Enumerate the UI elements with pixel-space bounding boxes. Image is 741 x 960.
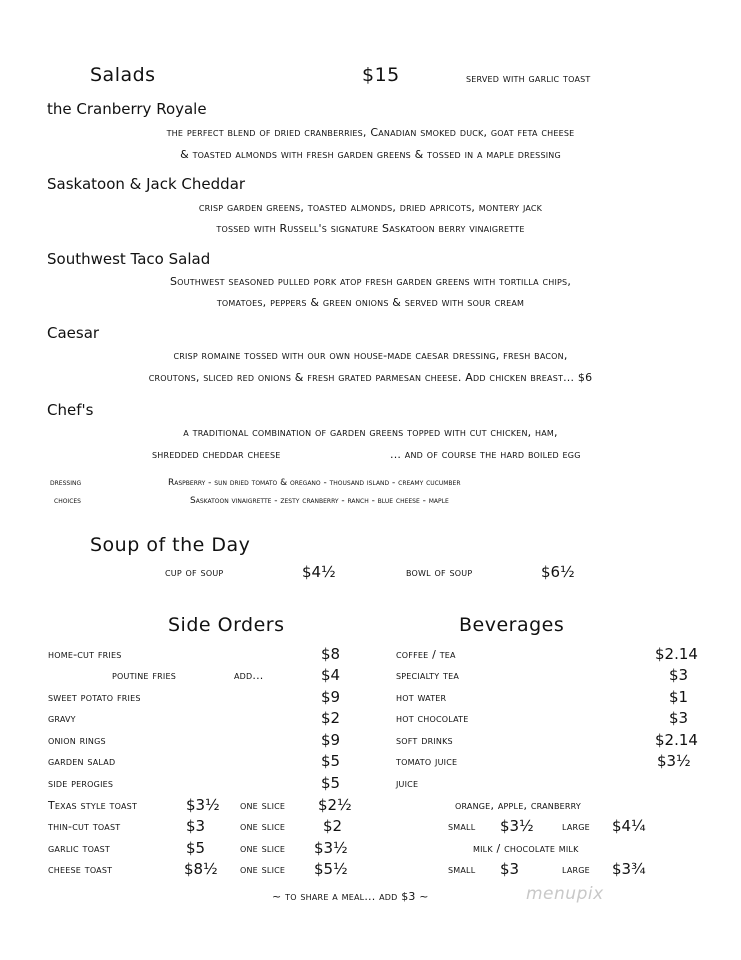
milk-label: milk / chocolate milk [473,842,579,855]
share-note: ~ to share a meal... add $3 ~ [272,890,429,903]
salad-description: a traditional combination of garden greens topped with cut chicken, ham, [183,426,558,439]
side-price: $8 [321,645,341,663]
salad-name: Southwest Taco Salad [47,250,211,268]
beverage-name: hot chocolate [396,712,469,725]
side-slice-label: one slice [240,842,286,855]
cup-price: $4½ [302,563,336,581]
milk-small-label: small [448,863,476,876]
juice-flavors: orange, apple, cranberry [455,799,581,812]
side-slice-price: $2½ [318,796,352,814]
side-extra: add... [234,669,264,682]
beverage-name: juice [396,777,419,790]
side-name: poutine fries [112,669,177,682]
beverage-name: specialty tea [396,669,460,682]
side-name: cheese toast [48,863,113,876]
side-slice-label: one slice [240,799,286,812]
side-slice-price: $3½ [314,839,348,857]
side-slice-price: $5½ [314,860,348,878]
salads-heading: Salads [90,64,156,86]
bowl-price: $6½ [541,563,575,581]
beverages-heading: Beverages [459,614,565,636]
bowl-label: bowl of soup [406,566,473,579]
side-price: $2 [321,709,341,727]
milk-small-price: $3 [500,860,520,878]
salads-note: served with garlic toast [466,72,591,85]
salad-name: Caesar [47,324,100,342]
juice-large-price: $4¼ [612,817,646,835]
beverage-name: hot water [396,691,447,704]
salad-description: Southwest seasoned pulled pork atop fresh garden greens with tortilla chips, [169,275,572,288]
milk-large-label: large [562,863,590,876]
beverage-name: tomato juice [396,755,458,768]
beverage-name: coffee / tea [396,648,456,661]
beverage-price: $2.14 [655,645,698,663]
side-name: home-cut fries [48,648,122,661]
side-price: $9 [321,688,341,706]
soup-heading: Soup of the Day [90,534,251,556]
beverage-price: $3 [669,709,689,727]
side-price: $5 [186,839,206,857]
watermark-logo: menupix [526,884,604,904]
side-name: Texas style toast [48,799,138,812]
salad-description: tomatoes, peppers & green onions & served with sour cream [216,296,525,309]
side-slice-price: $2 [323,817,343,835]
side-name: side perogies [48,777,114,790]
beverage-price: $1 [669,688,689,706]
dressing-label: dressing [50,478,82,488]
cup-label: cup of soup [165,566,224,579]
side-slice-label: one slice [240,863,286,876]
sides-heading: Side Orders [168,614,285,636]
side-price: $3½ [186,796,220,814]
salad-name: the Cranberry Royale [47,100,207,118]
side-name: sweet potato fries [48,691,141,704]
juice-large-label: large [562,820,590,833]
salads-price: $15 [362,64,400,86]
side-name: thin-cut toast [48,820,121,833]
milk-large-price: $3¾ [612,860,646,878]
side-name: gravy [48,712,76,725]
salad-description: croutons, sliced red onions & fresh grated parmesan cheese. Add chicken breast... $6 [148,371,593,384]
salad-description: & toasted almonds with fresh garden greens & tossed in a maple dressing [180,148,561,161]
side-price: $8½ [184,860,218,878]
side-price: $5 [321,774,341,792]
salad-description: crisp romaine tossed with our own house-made caesar dressing, fresh bacon, [173,349,568,362]
beverage-price: $3 [669,666,689,684]
salad-name: Chef's [47,401,94,419]
salad-description: the perfect blend of dried cranberries, Canadian smoked duck, goat feta cheese [166,126,575,139]
side-name: garden salad [48,755,116,768]
side-price: $4 [321,666,341,684]
beverage-price: $2.14 [655,731,698,749]
beverage-name: soft drinks [396,734,453,747]
dressing-label: choices [54,496,81,506]
side-price: $3 [186,817,206,835]
juice-small-label: small [448,820,476,833]
salad-description: tossed with Russell's signature Saskatoon berry vinaigrette [216,222,525,235]
side-price: $5 [321,752,341,770]
beverage-price: $3½ [657,752,691,770]
salad-description: ... and of course the hard boiled egg [390,448,581,461]
dressing-choices: Saskatoon vinaigrette - zesty cranberry - ranch - blue cheese - maple [190,496,449,506]
side-name: garlic toast [48,842,111,855]
side-name: onion rings [48,734,106,747]
juice-small-price: $3½ [500,817,534,835]
salad-name: Saskatoon & Jack Cheddar [47,175,246,193]
side-price: $9 [321,731,341,749]
salad-description: crisp garden greens, toasted almonds, dried apricots, montery jack [198,201,543,214]
dressing-choices: Raspberry - sun dried tomato & oregano - thousand island - creamy cucumber [168,478,461,488]
side-slice-label: one slice [240,820,286,833]
salad-description: shredded cheddar cheese [152,448,281,461]
